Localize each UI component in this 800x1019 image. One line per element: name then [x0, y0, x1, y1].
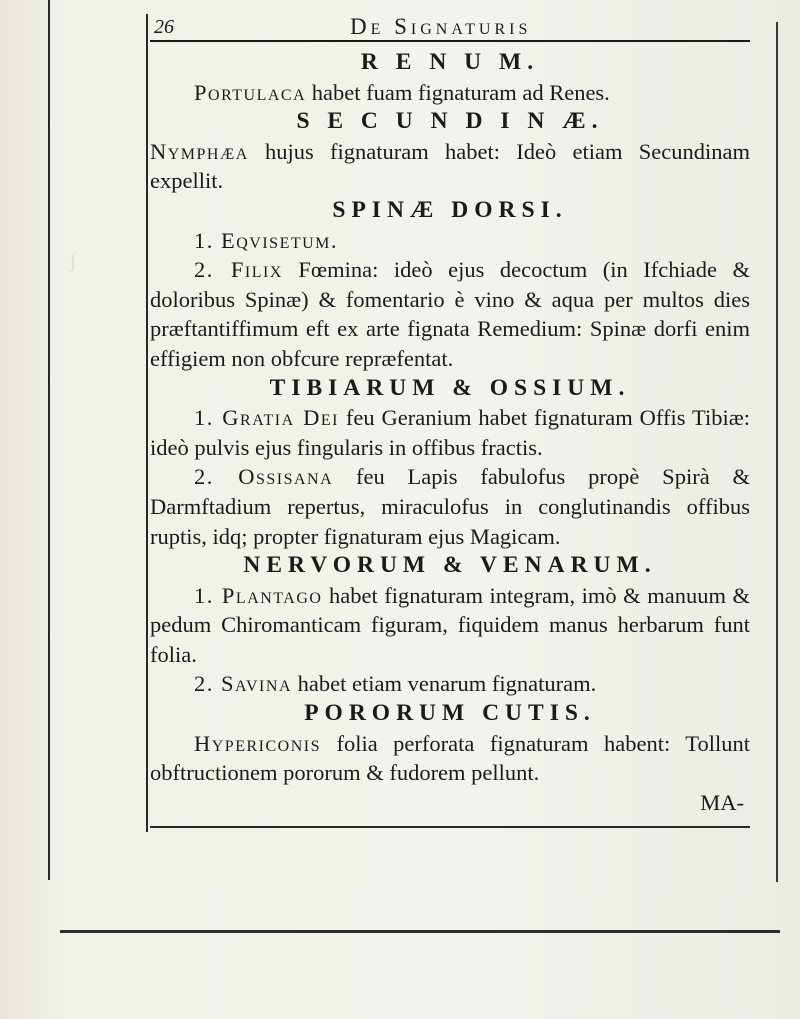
entry-lead: 2. Filix — [194, 257, 283, 283]
entry-lead: 2. Savina — [194, 671, 292, 697]
page-body — [150, 48, 750, 817]
book-edge-bottom — [60, 930, 780, 933]
page-number: 26 — [154, 16, 174, 38]
entry-text: habet fuam fignaturam ad Renes. — [306, 79, 610, 105]
book-edge-left — [48, 0, 50, 880]
entry-lead: Hypericonis — [194, 730, 321, 756]
entry-text: hujus fignaturam habet: Ideò etiam Secundinam expellit. — [150, 138, 750, 194]
entry-lead: 1. Plantago — [194, 582, 323, 608]
entry-paragraph — [150, 78, 750, 108]
entry-lead: 2. Ossisana — [194, 464, 334, 490]
entry-text: Fœmina: ideò ejus decoctum (in Ifchiade & doloribus Spinæ) & fomentario è vino & aqua per multos dies præftantiffimum eft ex arte fignata Remedium: Spinæ dorfi enim effigiem non obfcure repræfentat. — [150, 257, 750, 371]
entry-paragraph — [150, 462, 750, 551]
section-heading: PORORUM CUTIS. — [304, 700, 596, 727]
entry-paragraph — [150, 581, 750, 670]
catchword: MA- — [700, 789, 744, 815]
entry-paragraph — [150, 137, 750, 196]
book-edge-right — [776, 22, 778, 882]
entry-text: feu Lapis fabulofus propè Spirà & Darmftadium repertus, miraculofus in conglutinandis offibus ruptis, idq; propter fignaturam ejus Magicam. — [150, 464, 751, 549]
entry-paragraph — [150, 729, 750, 788]
section-heading: S E C U N D I N Æ. — [296, 108, 604, 135]
section-heading: R E N U M. — [360, 49, 540, 75]
entry-paragraph — [150, 403, 750, 462]
section-heading: NERVORUM & VENARUM. — [243, 552, 657, 579]
entry-paragraph — [150, 669, 750, 699]
page-header — [150, 14, 750, 42]
entry-lead: 1. Eqvisetum. — [194, 227, 339, 253]
running-head: De Signaturis — [350, 14, 532, 39]
entry-paragraph — [150, 226, 750, 256]
entry-text: feu Geranium habet fignaturam Offis Tibiæ: ideò pulvis ejus fingularis in offibus fractis. — [150, 405, 750, 460]
page-border-left — [146, 14, 148, 832]
bleed-through-mark: ʃ — [67, 249, 78, 273]
entry-lead: 1. Gratia Dei — [194, 405, 339, 431]
header-rule — [150, 40, 750, 42]
section-heading: TIBIARUM & OSSIUM. — [269, 374, 631, 401]
entry-lead: Nymphæa — [150, 138, 249, 164]
entry-paragraph — [150, 255, 750, 373]
entry-text: habet fignaturam integram, imò & manuum & pedum Chiromanticam figuram, fiquidem manus herbarum funt folia. — [150, 582, 750, 667]
entry-text: habet etiam venarum fignaturam. — [292, 671, 597, 697]
entry-lead: Portulaca — [194, 79, 307, 105]
entry-text: folia perforata fignaturam habent: Tollunt obftructionem pororum & fudorem pellunt. — [150, 730, 750, 786]
section-heading: SPINÆ DORSI. — [332, 196, 568, 223]
page-border-bottom — [150, 826, 750, 828]
